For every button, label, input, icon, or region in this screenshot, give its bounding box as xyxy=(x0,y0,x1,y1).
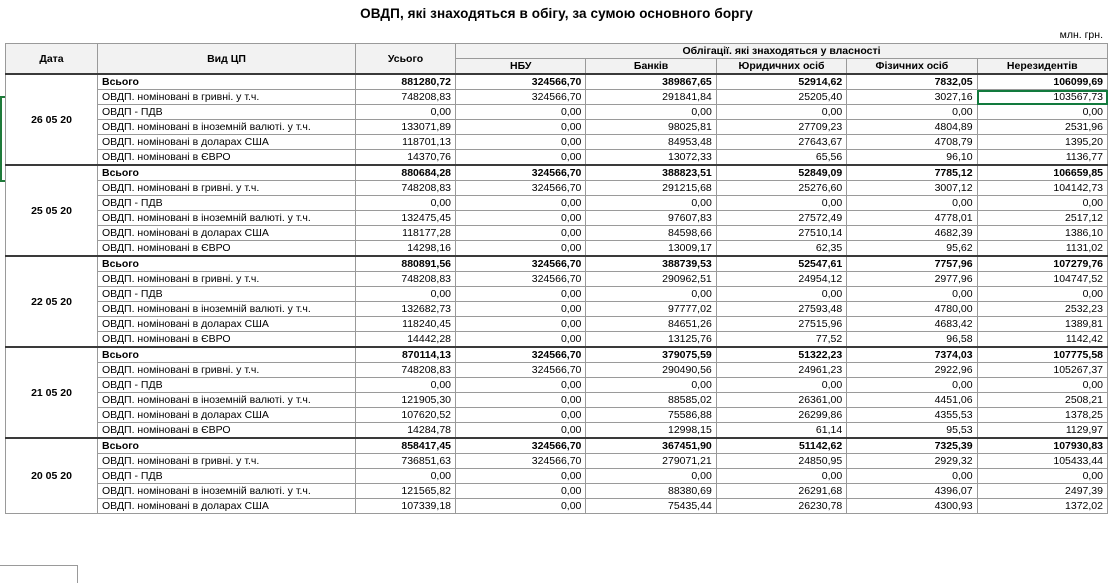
cell-value[interactable]: 324566,70 xyxy=(456,454,586,469)
cell-value[interactable]: 4778,01 xyxy=(847,211,977,226)
cell-value[interactable]: 12998,15 xyxy=(586,423,716,439)
cell-value[interactable]: 1142,42 xyxy=(977,332,1107,348)
cell-value[interactable]: 870114,13 xyxy=(356,347,456,363)
cell-value[interactable]: 1372,02 xyxy=(977,499,1107,514)
cell-value[interactable]: 0,00 xyxy=(456,241,586,257)
cell-value[interactable]: 1129,97 xyxy=(977,423,1107,439)
cell-value[interactable]: 26291,68 xyxy=(716,484,846,499)
cell-value[interactable]: 51322,23 xyxy=(716,347,846,363)
cell-value[interactable]: 0,00 xyxy=(847,469,977,484)
cell-value[interactable]: 13072,33 xyxy=(586,150,716,166)
table-row[interactable] xyxy=(6,74,1108,90)
page-title: ОВДП, які знаходяться в обігу, за сумою основного боргу xyxy=(360,6,753,21)
table-row[interactable] xyxy=(6,135,1108,150)
cell-value[interactable]: 324566,70 xyxy=(456,165,586,181)
cell-value[interactable]: 748208,83 xyxy=(356,90,456,105)
cell-value[interactable]: 52547,61 xyxy=(716,256,846,272)
cell-value[interactable]: 133071,89 xyxy=(356,120,456,135)
cell-value[interactable]: 27510,14 xyxy=(716,226,846,241)
cell-value[interactable]: 0,00 xyxy=(716,287,846,302)
cell-security-kind[interactable]: ОВДП. номіновані в ЄВРО xyxy=(98,241,356,257)
cell-value[interactable]: 0,00 xyxy=(456,408,586,423)
cell-value[interactable]: 0,00 xyxy=(356,378,456,393)
cell-value[interactable]: 4804,89 xyxy=(847,120,977,135)
cell-value[interactable]: 389867,65 xyxy=(586,74,716,90)
cell-value[interactable]: 51142,62 xyxy=(716,438,846,454)
cell-value[interactable]: 98025,81 xyxy=(586,120,716,135)
cell-value[interactable]: 95,62 xyxy=(847,241,977,257)
cell-value[interactable]: 290490,56 xyxy=(586,363,716,378)
cell-value[interactable]: 14298,16 xyxy=(356,241,456,257)
cell-value[interactable]: 881280,72 xyxy=(356,74,456,90)
cell-value[interactable]: 97607,83 xyxy=(586,211,716,226)
cell-value[interactable]: 0,00 xyxy=(456,484,586,499)
cell-value[interactable]: 104747,52 xyxy=(977,272,1107,287)
cell-value[interactable]: 324566,70 xyxy=(456,363,586,378)
table-row[interactable] xyxy=(6,469,1108,484)
cell-value[interactable]: 75586,88 xyxy=(586,408,716,423)
cell-value[interactable]: 96,58 xyxy=(847,332,977,348)
column-header-owned-group: Облігації. які знаходяться у власності xyxy=(456,44,1108,59)
cell-value[interactable]: 0,00 xyxy=(847,287,977,302)
table-row[interactable] xyxy=(6,302,1108,317)
cell-value[interactable]: 0,00 xyxy=(456,135,586,150)
cell-value[interactable]: 0,00 xyxy=(586,378,716,393)
cell-value[interactable]: 324566,70 xyxy=(456,347,586,363)
cell-value[interactable]: 7325,39 xyxy=(847,438,977,454)
cell-value[interactable]: 95,53 xyxy=(847,423,977,439)
cell-value[interactable]: 0,00 xyxy=(716,105,846,120)
cell-value[interactable]: 324566,70 xyxy=(456,181,586,196)
cell-value[interactable]: 748208,83 xyxy=(356,272,456,287)
cell-value[interactable]: 2531,96 xyxy=(977,120,1107,135)
table-row[interactable] xyxy=(6,484,1108,499)
cell-value[interactable]: 0,00 xyxy=(456,105,586,120)
cell-value[interactable]: 88585,02 xyxy=(586,393,716,408)
cell-value[interactable]: 0,00 xyxy=(356,105,456,120)
table-row[interactable] xyxy=(6,393,1108,408)
cell-value[interactable]: 106099,69 xyxy=(977,74,1107,90)
cell-date[interactable]: 25 05 20 xyxy=(6,165,98,256)
cell-security-kind[interactable]: ОВДП - ПДВ xyxy=(98,287,356,302)
cell-security-kind[interactable]: ОВДП. номіновані в гривні. у т.ч. xyxy=(98,363,356,378)
cell-value[interactable]: 736851,63 xyxy=(356,454,456,469)
cell-value[interactable]: 2508,21 xyxy=(977,393,1107,408)
table-row[interactable] xyxy=(6,90,1108,105)
table-row[interactable] xyxy=(6,272,1108,287)
column-header-legal-entities: Юридичних осіб xyxy=(716,59,846,75)
cell-security-kind[interactable]: ОВДП. номіновані в іноземній валюті. у т.ч. xyxy=(98,484,356,499)
cell-value[interactable]: 24850,95 xyxy=(716,454,846,469)
cell-value[interactable]: 0,00 xyxy=(456,226,586,241)
cell-value[interactable]: 65,56 xyxy=(716,150,846,166)
cell-value[interactable]: 290962,51 xyxy=(586,272,716,287)
table-row[interactable] xyxy=(6,363,1108,378)
cell-value[interactable]: 4396,07 xyxy=(847,484,977,499)
cell-value[interactable]: 1378,25 xyxy=(977,408,1107,423)
cell-security-kind[interactable]: ОВДП. номіновані в доларах США xyxy=(98,226,356,241)
cell-value[interactable]: 26361,00 xyxy=(716,393,846,408)
cell-date[interactable]: 20 05 20 xyxy=(6,438,98,514)
cell-value[interactable]: 0,00 xyxy=(356,469,456,484)
cell-value[interactable]: 0,00 xyxy=(977,287,1107,302)
cell-value[interactable]: 132475,45 xyxy=(356,211,456,226)
cell-value[interactable]: 0,00 xyxy=(356,196,456,211)
table-row[interactable] xyxy=(6,165,1108,181)
cell-security-kind[interactable]: ОВДП. номіновані в ЄВРО xyxy=(98,423,356,439)
cell-date[interactable]: 26 05 20 xyxy=(6,74,98,165)
cell-value[interactable]: 3027,16 xyxy=(847,90,977,105)
cell-security-kind[interactable]: ОВДП - ПДВ xyxy=(98,378,356,393)
table-row[interactable] xyxy=(6,317,1108,332)
cell-value[interactable]: 13009,17 xyxy=(586,241,716,257)
table-row[interactable] xyxy=(6,211,1108,226)
cell-value[interactable]: 7785,12 xyxy=(847,165,977,181)
column-header-nbu: НБУ xyxy=(456,59,586,75)
cell-value[interactable]: 14370,76 xyxy=(356,150,456,166)
cell-value[interactable]: 0,00 xyxy=(456,317,586,332)
cell-value[interactable]: 88380,69 xyxy=(586,484,716,499)
cell-value[interactable]: 1131,02 xyxy=(977,241,1107,257)
cell-value[interactable]: 24961,23 xyxy=(716,363,846,378)
units-label: млн. грн. xyxy=(1059,29,1103,41)
cell-security-kind[interactable]: ОВДП. номіновані в доларах США xyxy=(98,408,356,423)
cell-value[interactable]: 0,00 xyxy=(586,196,716,211)
cell-value[interactable]: 105267,37 xyxy=(977,363,1107,378)
cell-value[interactable]: 26299,86 xyxy=(716,408,846,423)
table-body xyxy=(6,74,1108,514)
table-row[interactable] xyxy=(6,499,1108,514)
cell-security-kind[interactable]: ОВДП. номіновані в ЄВРО xyxy=(98,150,356,166)
bonds-table xyxy=(5,43,1108,514)
table-row[interactable] xyxy=(6,150,1108,166)
cell-value[interactable]: 324566,70 xyxy=(456,90,586,105)
cell-value[interactable]: 2977,96 xyxy=(847,272,977,287)
cell-value[interactable]: 4451,06 xyxy=(847,393,977,408)
cell-value[interactable]: 0,00 xyxy=(456,196,586,211)
cell-value[interactable]: 7832,05 xyxy=(847,74,977,90)
cell-value[interactable]: 0,00 xyxy=(847,105,977,120)
cell-value[interactable]: 748208,83 xyxy=(356,363,456,378)
table-row[interactable] xyxy=(6,347,1108,363)
cell-value[interactable]: 324566,70 xyxy=(456,74,586,90)
table-row[interactable] xyxy=(6,423,1108,439)
cell-security-kind[interactable]: ОВДП. номіновані в іноземній валюті. у т.ч. xyxy=(98,302,356,317)
cell-value[interactable]: 388823,51 xyxy=(586,165,716,181)
cell-value[interactable]: 107339,18 xyxy=(356,499,456,514)
cell-value[interactable]: 105433,44 xyxy=(977,454,1107,469)
cell-value[interactable]: 0,00 xyxy=(716,469,846,484)
table-row[interactable] xyxy=(6,105,1108,120)
cell-value[interactable]: 13125,76 xyxy=(586,332,716,348)
cell-value[interactable]: 14284,78 xyxy=(356,423,456,439)
cell-value[interactable]: 2922,96 xyxy=(847,363,977,378)
cell-date[interactable]: 22 05 20 xyxy=(6,256,98,347)
cell-value[interactable]: 291215,68 xyxy=(586,181,716,196)
table-row[interactable] xyxy=(6,408,1108,423)
cell-value[interactable]: 7374,03 xyxy=(847,347,977,363)
column-header-individuals: Фізичних осіб xyxy=(847,59,977,75)
cell-value[interactable]: 748208,83 xyxy=(356,181,456,196)
cell-value[interactable]: 103567,73 xyxy=(977,90,1107,105)
cell-value[interactable]: 75435,44 xyxy=(586,499,716,514)
cell-value[interactable]: 118240,45 xyxy=(356,317,456,332)
cell-security-kind[interactable]: ОВДП. номіновані в доларах США xyxy=(98,135,356,150)
cell-value[interactable]: 104142,73 xyxy=(977,181,1107,196)
cell-value[interactable]: 0,00 xyxy=(977,378,1107,393)
cell-security-kind[interactable]: ОВДП - ПДВ xyxy=(98,469,356,484)
cell-security-kind[interactable]: Всього xyxy=(98,438,356,454)
cell-value[interactable]: 77,52 xyxy=(716,332,846,348)
table-row[interactable] xyxy=(6,438,1108,454)
table-row[interactable] xyxy=(6,287,1108,302)
cell-value[interactable]: 379075,59 xyxy=(586,347,716,363)
cell-value[interactable]: 0,00 xyxy=(456,287,586,302)
cell-value[interactable]: 27643,67 xyxy=(716,135,846,150)
cell-value[interactable]: 4300,93 xyxy=(847,499,977,514)
cell-value[interactable]: 2497,39 xyxy=(977,484,1107,499)
column-header-nonresidents: Нерезидентів xyxy=(977,59,1107,75)
cell-value[interactable]: 4780,00 xyxy=(847,302,977,317)
cell-security-kind[interactable]: ОВДП. номіновані в гривні. у т.ч. xyxy=(98,90,356,105)
cell-value[interactable]: 25205,40 xyxy=(716,90,846,105)
cell-value[interactable]: 61,14 xyxy=(716,423,846,439)
table-row[interactable] xyxy=(6,226,1108,241)
cell-security-kind[interactable]: ОВДП. номіновані в доларах США xyxy=(98,317,356,332)
cell-value[interactable]: 121565,82 xyxy=(356,484,456,499)
column-header-date: Дата xyxy=(6,44,98,75)
cell-value[interactable]: 107279,76 xyxy=(977,256,1107,272)
cell-value[interactable]: 7757,96 xyxy=(847,256,977,272)
cell-value[interactable]: 0,00 xyxy=(586,287,716,302)
cell-security-kind[interactable]: Всього xyxy=(98,347,356,363)
cell-value[interactable]: 118177,28 xyxy=(356,226,456,241)
cell-value[interactable]: 0,00 xyxy=(586,469,716,484)
selection-range-marker xyxy=(0,96,5,182)
cell-value[interactable]: 858417,45 xyxy=(356,438,456,454)
cell-value[interactable]: 4682,39 xyxy=(847,226,977,241)
cell-security-kind[interactable]: ОВДП. номіновані в гривні. у т.ч. xyxy=(98,272,356,287)
cell-value[interactable]: 27572,49 xyxy=(716,211,846,226)
cell-value[interactable]: 26230,78 xyxy=(716,499,846,514)
cell-value[interactable]: 1386,10 xyxy=(977,226,1107,241)
cell-value[interactable]: 0,00 xyxy=(847,196,977,211)
cell-value[interactable]: 97777,02 xyxy=(586,302,716,317)
table-row[interactable] xyxy=(6,181,1108,196)
cell-value[interactable]: 121905,30 xyxy=(356,393,456,408)
cell-value[interactable]: 0,00 xyxy=(456,120,586,135)
cell-value[interactable]: 118701,13 xyxy=(356,135,456,150)
cell-security-kind[interactable]: ОВДП - ПДВ xyxy=(98,196,356,211)
cell-security-kind[interactable]: Всього xyxy=(98,165,356,181)
cell-security-kind[interactable]: ОВДП. номіновані в іноземній валюті. у т.ч. xyxy=(98,393,356,408)
cell-value[interactable]: 291841,84 xyxy=(586,90,716,105)
cell-security-kind[interactable]: Всього xyxy=(98,256,356,272)
cell-value[interactable]: 0,00 xyxy=(456,499,586,514)
cell-value[interactable]: 96,10 xyxy=(847,150,977,166)
cell-value[interactable]: 0,00 xyxy=(847,378,977,393)
cell-value[interactable]: 3007,12 xyxy=(847,181,977,196)
cell-security-kind[interactable]: ОВДП. номіновані в іноземній валюті. у т.ч. xyxy=(98,211,356,226)
cell-value[interactable]: 62,35 xyxy=(716,241,846,257)
column-header-banks: Банків xyxy=(586,59,716,75)
cell-value[interactable]: 27593,48 xyxy=(716,302,846,317)
cell-value[interactable]: 1395,20 xyxy=(977,135,1107,150)
cell-value[interactable]: 84651,26 xyxy=(586,317,716,332)
cell-value[interactable]: 880684,28 xyxy=(356,165,456,181)
cell-value[interactable]: 27709,23 xyxy=(716,120,846,135)
cell-value[interactable]: 1136,77 xyxy=(977,150,1107,166)
cell-value[interactable]: 4683,42 xyxy=(847,317,977,332)
table-header xyxy=(6,44,1108,75)
cell-value[interactable]: 367451,90 xyxy=(586,438,716,454)
cell-value[interactable]: 27515,96 xyxy=(716,317,846,332)
cell-value[interactable]: 1389,81 xyxy=(977,317,1107,332)
cell-value[interactable]: 388739,53 xyxy=(586,256,716,272)
cell-value[interactable]: 107620,52 xyxy=(356,408,456,423)
cell-value[interactable]: 0,00 xyxy=(356,287,456,302)
cell-value[interactable]: 52849,09 xyxy=(716,165,846,181)
cell-value[interactable]: 279071,21 xyxy=(586,454,716,469)
cell-value[interactable]: 324566,70 xyxy=(456,272,586,287)
cell-security-kind[interactable]: Всього xyxy=(98,74,356,90)
cell-value[interactable]: 84953,48 xyxy=(586,135,716,150)
cell-value[interactable]: 0,00 xyxy=(456,469,586,484)
cell-value[interactable]: 107775,58 xyxy=(977,347,1107,363)
cell-value[interactable]: 0,00 xyxy=(586,105,716,120)
cell-value[interactable]: 14442,28 xyxy=(356,332,456,348)
table-row[interactable] xyxy=(6,378,1108,393)
cell-value[interactable]: 24954,12 xyxy=(716,272,846,287)
cell-value[interactable]: 2929,32 xyxy=(847,454,977,469)
cell-value[interactable]: 0,00 xyxy=(716,196,846,211)
cell-value[interactable]: 324566,70 xyxy=(456,438,586,454)
cell-value[interactable]: 324566,70 xyxy=(456,256,586,272)
cell-value[interactable]: 2517,12 xyxy=(977,211,1107,226)
cell-value[interactable]: 0,00 xyxy=(977,469,1107,484)
cell-value[interactable]: 132682,73 xyxy=(356,302,456,317)
cell-value[interactable]: 84598,66 xyxy=(586,226,716,241)
cell-value[interactable]: 0,00 xyxy=(456,332,586,348)
cell-security-kind[interactable]: ОВДП. номіновані в ЄВРО xyxy=(98,332,356,348)
table-row[interactable] xyxy=(6,454,1108,469)
cell-value[interactable]: 106659,85 xyxy=(977,165,1107,181)
cell-value[interactable]: 52914,62 xyxy=(716,74,846,90)
column-header-kind: Вид ЦП xyxy=(98,44,356,75)
cell-value[interactable]: 0,00 xyxy=(456,211,586,226)
cell-value[interactable]: 0,00 xyxy=(456,378,586,393)
cell-value[interactable]: 25276,60 xyxy=(716,181,846,196)
cell-value[interactable]: 2532,23 xyxy=(977,302,1107,317)
cell-security-kind[interactable]: ОВДП. номіновані в гривні. у т.ч. xyxy=(98,454,356,469)
table-row[interactable] xyxy=(6,120,1108,135)
cell-value[interactable]: 107930,83 xyxy=(977,438,1107,454)
table-row[interactable] xyxy=(6,196,1108,211)
cell-value[interactable]: 0,00 xyxy=(456,302,586,317)
cell-value[interactable]: 4355,53 xyxy=(847,408,977,423)
cell-value[interactable]: 0,00 xyxy=(456,150,586,166)
cell-security-kind[interactable]: ОВДП. номіновані в гривні. у т.ч. xyxy=(98,181,356,196)
cell-security-kind[interactable]: ОВДП - ПДВ xyxy=(98,105,356,120)
cell-value[interactable]: 0,00 xyxy=(456,393,586,408)
column-header-total: Усього xyxy=(356,44,456,75)
table-row[interactable] xyxy=(6,241,1108,257)
cell-security-kind[interactable]: ОВДП. номіновані в доларах США xyxy=(98,499,356,514)
cell-security-kind[interactable]: ОВДП. номіновані в іноземній валюті. у т.ч. xyxy=(98,120,356,135)
cell-value[interactable]: 0,00 xyxy=(977,105,1107,120)
cell-value[interactable]: 4708,79 xyxy=(847,135,977,150)
cell-value[interactable]: 0,00 xyxy=(716,378,846,393)
table-row[interactable] xyxy=(6,332,1108,348)
cell-date[interactable]: 21 05 20 xyxy=(6,347,98,438)
cell-value[interactable]: 880891,56 xyxy=(356,256,456,272)
table-row[interactable] xyxy=(6,256,1108,272)
cell-value[interactable]: 0,00 xyxy=(456,423,586,439)
sheet-tab-area[interactable] xyxy=(0,565,78,583)
cell-value[interactable]: 0,00 xyxy=(977,196,1107,211)
